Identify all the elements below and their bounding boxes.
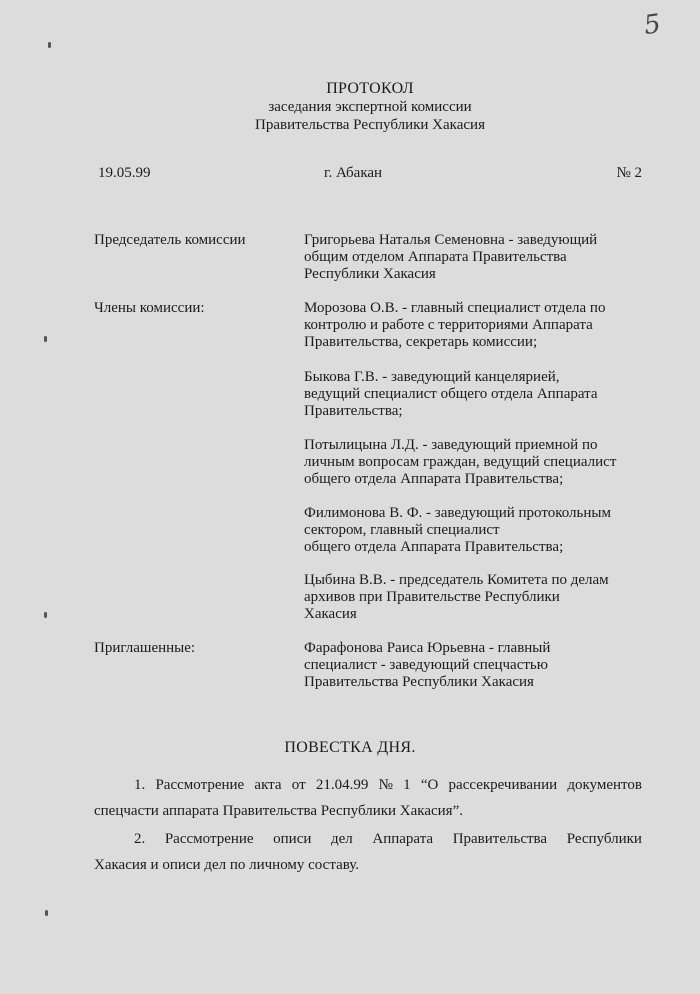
- chair-line: общим отделом Аппарата Правительства: [304, 249, 567, 265]
- invited-block: [304, 640, 649, 691]
- chair-label: Председатель комиссии: [94, 232, 246, 248]
- word: рассекречивании: [448, 777, 558, 793]
- member-entry: [304, 369, 649, 420]
- word: Рассмотрение: [155, 777, 245, 793]
- header-organization: Правительства Республики Хакасия: [255, 117, 485, 133]
- word: 1: [403, 777, 411, 793]
- agenda-item-2-first-line: [94, 826, 642, 852]
- word: 21.04.99: [315, 777, 369, 793]
- word: 1.: [134, 777, 146, 793]
- word: дел: [331, 831, 353, 847]
- word: Аппарата: [372, 831, 434, 847]
- protocol-number: № 2: [616, 165, 642, 181]
- word: описи: [273, 831, 312, 847]
- member-line: Потылицына Л.Д. - заведующий приемной по: [304, 437, 598, 453]
- meeting-city: г. Абакан: [324, 165, 383, 181]
- meeting-date: 19.05.99: [98, 165, 151, 181]
- word: документов: [567, 777, 642, 793]
- word: акта: [254, 777, 282, 793]
- word: Рассмотрение: [164, 831, 254, 847]
- member-line: сектором, главный специалист: [304, 522, 500, 538]
- word: “О: [420, 777, 439, 793]
- member-line: общего отдела Аппарата Правительства;: [304, 471, 564, 487]
- chair-line: Республики Хакасия: [304, 266, 436, 282]
- invited-line: Правительства Республики Хакасия: [304, 674, 534, 690]
- member-line: Морозова О.В. - главный специалист отдела по: [304, 300, 606, 316]
- chair-line: Григорьева Наталья Семеновна - заведующий: [304, 232, 598, 248]
- invited-line: Фарафонова Раиса Юрьевна - главный: [304, 640, 551, 656]
- member-entry: [304, 572, 649, 623]
- chair-block: [304, 232, 649, 283]
- document-title: ПРОТОКОЛ: [326, 80, 414, 97]
- member-line: Быкова Г.В. - заведующий канцелярией,: [304, 369, 560, 385]
- member-line: контролю и работе с территориями Аппарата: [304, 317, 593, 333]
- member-entry: [304, 505, 649, 556]
- word: №: [378, 777, 393, 793]
- document-header: [0, 80, 700, 134]
- word: 2.: [134, 831, 146, 847]
- member-line: Хакасия: [304, 606, 357, 622]
- members-label: Члены комиссии:: [94, 300, 205, 316]
- member-line: общего отдела Аппарата Правительства;: [304, 539, 564, 555]
- member-line: личным вопросам граждан, ведущий специалист: [304, 454, 617, 470]
- meta-row: [98, 165, 642, 185]
- member-entry: [304, 300, 649, 351]
- member-line: ведущий специалист общего отдела Аппарата: [304, 386, 598, 402]
- agenda-item-2: [94, 826, 642, 878]
- handwritten-page-number: 5: [641, 8, 663, 42]
- member-line: Правительства, секретарь комиссии;: [304, 334, 538, 350]
- agenda-item-2-second-line: Хакасия и описи дел по личному составу.: [94, 857, 360, 873]
- member-line: архивов при Правительстве Республики: [304, 589, 560, 605]
- member-line: Цыбина В.В. - председатель Комитета по делам: [304, 572, 609, 588]
- member-line: Правительства;: [304, 403, 403, 419]
- invited-line: специалист - заведующий спецчастью: [304, 657, 548, 673]
- invited-label: Приглашенные:: [94, 640, 196, 656]
- agenda-item-1: [94, 772, 642, 824]
- word: Правительства: [452, 831, 548, 847]
- member-line: Филимонова В. Ф. - заведующий протокольным: [304, 505, 611, 521]
- agenda-title: ПОВЕСТКА ДНЯ.: [284, 739, 416, 756]
- agenda-item-1-second-line: спецчасти аппарата Правительства Республики Хакасия”.: [94, 803, 463, 819]
- agenda-item-1-first-line: [94, 772, 642, 798]
- member-entry: [304, 437, 649, 488]
- word: от: [291, 777, 306, 793]
- word: Республики: [566, 831, 642, 847]
- header-subtitle: заседания экспертной комиссии: [268, 99, 472, 115]
